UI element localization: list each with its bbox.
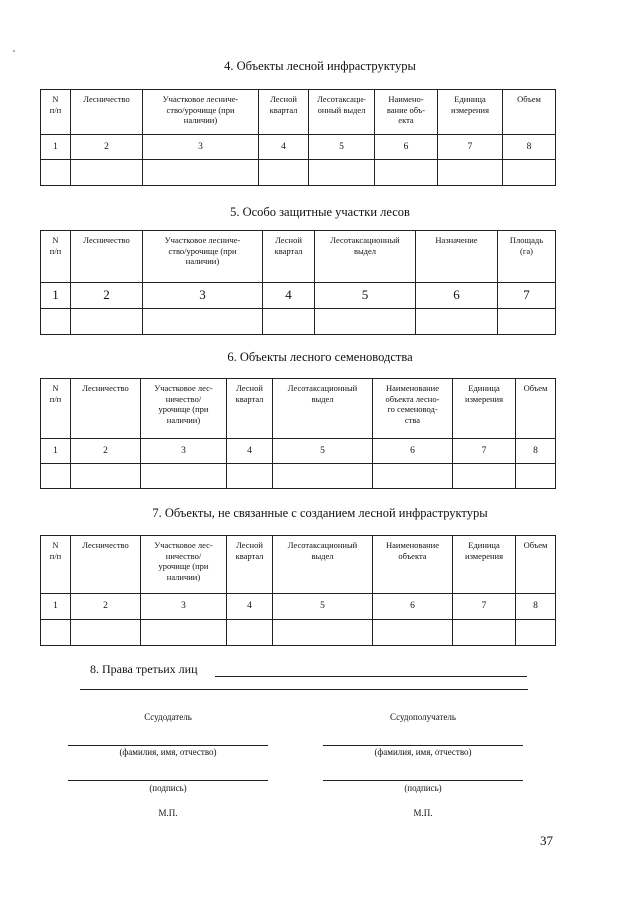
header-cell: Единица измерения (438, 90, 503, 135)
header-cell: Лесничество (71, 231, 143, 283)
empty-cell (503, 160, 556, 186)
empty-cell (498, 309, 556, 335)
borrower-sign-line (323, 780, 523, 781)
header-cell: Лесной квартал (263, 231, 315, 283)
empty-cell (309, 160, 375, 186)
number-cell: 6 (373, 439, 453, 464)
empty-cell (71, 160, 143, 186)
empty-cell (516, 464, 556, 489)
empty-cell (438, 160, 503, 186)
borrower-fio-line (323, 745, 523, 746)
empty-cell (41, 309, 71, 335)
header-cell: Наименование объекта лесно- го семеновод- ства (373, 379, 453, 439)
empty-cell (41, 464, 71, 489)
empty-cell (141, 620, 227, 646)
number-cell: 6 (416, 283, 498, 309)
number-cell: 8 (503, 135, 556, 160)
number-cell: 6 (375, 135, 438, 160)
number-row (41, 594, 556, 620)
empty-cell (516, 620, 556, 646)
number-cell: 8 (516, 439, 556, 464)
header-cell: Участковое лес- ничество/ урочище (при наличии) (141, 536, 227, 594)
section-5-table (40, 230, 556, 335)
number-cell: 5 (315, 283, 416, 309)
header-cell: Объем (503, 90, 556, 135)
number-cell: 4 (259, 135, 309, 160)
borrower-fio-caption: (фамилия, имя, отчество) (374, 747, 472, 757)
header-cell: Лесной квартал (259, 90, 309, 135)
section-7-table (40, 535, 556, 646)
header-cell: Объем (516, 536, 556, 594)
scan-speck (13, 50, 15, 52)
section-7-title: 7. Объекты, не связанные с созданием лесной инфраструктуры (152, 506, 488, 520)
number-cell: 7 (453, 439, 516, 464)
borrower-label: Ссудополучатель (389, 712, 456, 722)
lender-fio-caption: (фамилия, имя, отчество) (119, 747, 217, 757)
number-cell: 2 (71, 439, 141, 464)
number-cell: 1 (41, 439, 71, 464)
borrower-seal: М.П. (413, 808, 433, 818)
number-cell: 3 (143, 283, 263, 309)
empty-cell (453, 464, 516, 489)
header-cell: Лесничество (71, 536, 141, 594)
header-cell: Лесотаксационный выдел (273, 536, 373, 594)
empty-cell (273, 464, 373, 489)
number-cell: 1 (41, 594, 71, 620)
rights-fill-line-2 (80, 689, 528, 690)
number-cell: 1 (41, 283, 71, 309)
header-row (41, 536, 556, 594)
empty-cell (375, 160, 438, 186)
lender-fio-line (68, 745, 268, 746)
empty-cell (141, 464, 227, 489)
number-cell: 2 (71, 283, 143, 309)
header-row (41, 90, 556, 135)
header-cell: Объем (516, 379, 556, 439)
empty-cell (143, 160, 259, 186)
number-cell: 1 (41, 135, 71, 160)
empty-cell (373, 464, 453, 489)
page-number: 37 (540, 833, 553, 848)
header-cell: Лесничество (71, 90, 143, 135)
header-row (41, 379, 556, 439)
empty-cell (71, 309, 143, 335)
number-cell: 7 (498, 283, 556, 309)
number-cell: 3 (141, 439, 227, 464)
header-cell: Площадь (га) (498, 231, 556, 283)
number-cell: 2 (71, 135, 143, 160)
number-cell: 4 (227, 594, 273, 620)
header-cell: Лесотаксаци- онный выдел (309, 90, 375, 135)
empty-row (41, 160, 556, 186)
third-party-rights-label: 8. Права третьих лиц (90, 662, 198, 676)
section-5-title: 5. Особо защитные участки лесов (230, 205, 410, 219)
empty-cell (41, 160, 71, 186)
lender-seal: М.П. (158, 808, 178, 818)
header-cell: Участковое лесниче- ство/урочище (при наличии) (143, 231, 263, 283)
empty-cell (416, 309, 498, 335)
header-cell: Наимено- вание объ- екта (375, 90, 438, 135)
number-cell: 5 (273, 594, 373, 620)
header-cell: Единица измерения (453, 536, 516, 594)
empty-cell (143, 309, 263, 335)
empty-cell (227, 620, 273, 646)
number-row (41, 283, 556, 309)
number-cell: 4 (227, 439, 273, 464)
number-cell: 8 (516, 594, 556, 620)
empty-cell (41, 620, 71, 646)
header-row (41, 231, 556, 283)
header-cell: Наименование объекта (373, 536, 453, 594)
empty-cell (315, 309, 416, 335)
empty-cell (373, 620, 453, 646)
number-row (41, 439, 556, 464)
number-row (41, 135, 556, 160)
header-cell: N п/п (41, 231, 71, 283)
rights-fill-line (215, 676, 527, 677)
empty-cell (227, 464, 273, 489)
number-cell: 5 (273, 439, 373, 464)
header-cell: Участковое лес- ничество/ урочище (при наличии) (141, 379, 227, 439)
empty-cell (273, 620, 373, 646)
header-cell: Участковое лесниче- ство/урочище (при наличии) (143, 90, 259, 135)
empty-row (41, 464, 556, 489)
empty-cell (259, 160, 309, 186)
empty-cell (453, 620, 516, 646)
lender-sign-caption: (подпись) (149, 783, 187, 793)
empty-cell (71, 464, 141, 489)
header-cell: Лесотаксационный выдел (315, 231, 416, 283)
empty-row (41, 309, 556, 335)
lender-label: Ссудодатель (144, 712, 192, 722)
number-cell: 3 (141, 594, 227, 620)
header-cell: Лесной квартал (227, 379, 273, 439)
number-cell: 6 (373, 594, 453, 620)
empty-cell (263, 309, 315, 335)
lender-sign-line (68, 780, 268, 781)
section-4-title: 4. Объекты лесной инфраструктуры (224, 59, 416, 73)
header-cell: N п/п (41, 536, 71, 594)
number-cell: 7 (438, 135, 503, 160)
number-cell: 4 (263, 283, 315, 309)
section-4-table (40, 89, 556, 186)
empty-row (41, 620, 556, 646)
header-cell: N п/п (41, 90, 71, 135)
header-cell: Назначение (416, 231, 498, 283)
header-cell: Лесничество (71, 379, 141, 439)
header-cell: Лесотаксационный выдел (273, 379, 373, 439)
header-cell: Лесной квартал (227, 536, 273, 594)
section-6-title: 6. Объекты лесного семеноводства (227, 350, 413, 364)
borrower-sign-caption: (подпись) (404, 783, 442, 793)
header-cell: N п/п (41, 379, 71, 439)
section-6-table (40, 378, 556, 489)
empty-cell (71, 620, 141, 646)
number-cell: 2 (71, 594, 141, 620)
number-cell: 5 (309, 135, 375, 160)
number-cell: 7 (453, 594, 516, 620)
header-cell: Единица измерения (453, 379, 516, 439)
number-cell: 3 (143, 135, 259, 160)
